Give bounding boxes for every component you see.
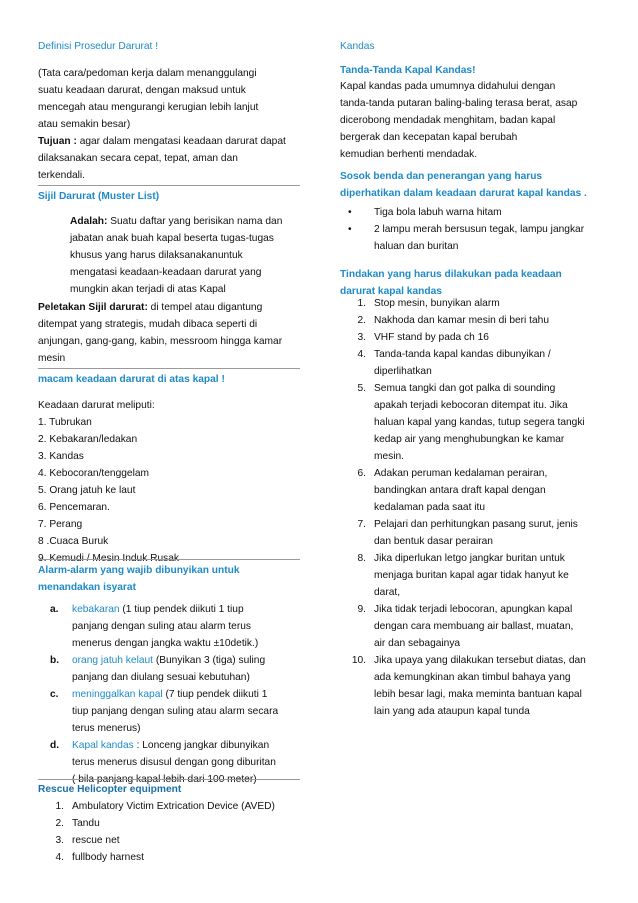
- item-text: Ambulatory Victim Extrication Device (AVED): [72, 801, 275, 812]
- definisi-text: [38, 65, 300, 133]
- list-item: 8 .Cuaca Buruk: [38, 536, 109, 547]
- text-line: mesin: [38, 353, 66, 364]
- item-letter: c.: [50, 689, 59, 700]
- text-line: mengatasi keadaan-keadaan darurat yang: [70, 267, 262, 278]
- list-item: [340, 312, 602, 329]
- list-item: [38, 832, 300, 849]
- section-divider: [38, 368, 300, 369]
- list-item: [38, 815, 300, 832]
- item-text: ada kemungkinan akan timbul bahaya yang: [374, 672, 571, 683]
- keadaan-list: [38, 397, 300, 567]
- text-line: : Lonceng jangkar dibunyikan: [133, 740, 270, 751]
- bullet-icon: •: [348, 207, 352, 218]
- text-line: khusus yang harus dilaksanakanuntuk: [70, 250, 243, 261]
- bullet-icon: •: [348, 224, 352, 235]
- keadaan-intro: Keadaan darurat meliputi:: [38, 400, 155, 411]
- text-line: terus menerus disusul dengan gong diburitan: [72, 757, 276, 768]
- item-text: bandingkan antara draft kapal dengan: [374, 485, 546, 496]
- item-text: lebih besar lagi, maka meminta bantuan kapal: [374, 689, 582, 700]
- item-text: darat,: [374, 587, 401, 598]
- list-item: 2. Kebakaran/ledakan: [38, 434, 138, 445]
- item-text: Nakhoda dan kamar mesin di beri tahu: [374, 315, 549, 326]
- text-line: (Tata cara/pedoman kerja dalam menanggulangi: [38, 68, 257, 79]
- item-text: Jika diperlukan letgo jangkar buritan untuk: [374, 553, 565, 564]
- kandas-title: Kandas: [340, 41, 375, 52]
- text-line: atau semakin besar): [38, 119, 131, 130]
- item-number: 10.: [351, 655, 366, 666]
- tindakan-list: [340, 295, 602, 720]
- text-line: ( bila panjang kapal lebih dari 100 meter): [72, 774, 257, 785]
- alarm-key: Kapal kandas: [72, 740, 134, 751]
- item-number: 6.: [357, 468, 366, 479]
- text-line: (7 tiup pendek diikuti 1: [162, 689, 268, 700]
- list-item: 1. Tubrukan: [38, 417, 92, 428]
- rescue-title: Rescue Helicopter equipment: [38, 784, 182, 795]
- text-line: [38, 299, 300, 316]
- text-line: dicerobong mendadak menghitam, badan kapal: [340, 115, 556, 126]
- list-item: 4. Kebocoran/tenggelam: [38, 468, 150, 479]
- item-text: kedap air yang menghubungkan ke kamar: [374, 434, 565, 445]
- list-item: 7. Perang: [38, 519, 83, 530]
- item-text: Adakan peruman kedalaman perairan,: [374, 468, 548, 479]
- text-line: mungkin akan terjadi di atas Kapal: [70, 284, 226, 295]
- text-line: panjang dengan suling atau alarm terus: [72, 621, 251, 632]
- definisi-title: Definisi Prosedur Darurat !: [38, 41, 159, 52]
- text-line: kemudian berhenti mendadak.: [340, 149, 478, 160]
- list-item: 5. Orang jatuh ke laut: [38, 485, 136, 496]
- rescue-list: [38, 798, 300, 866]
- alarm-list: [50, 601, 298, 788]
- text-line: diperhatikan dalam keadaan darurat kapal kandas .: [340, 188, 587, 199]
- item-number: 4.: [357, 349, 366, 360]
- alarm-key: orang jatuh kelaut: [72, 655, 153, 666]
- alarm-item-meninggalkan-kapal: [50, 686, 298, 737]
- item-text: menjaga buritan kapal agar tidak hanyut ke: [374, 570, 569, 581]
- text-line-rest: di tempel atau digantung: [147, 302, 263, 313]
- list-item: [38, 849, 300, 866]
- item-letter: d.: [50, 740, 60, 751]
- item-text: Jika tidak terjadi lebocoran, apungkan kapal: [374, 604, 573, 615]
- alarm-key: kebakaran: [72, 604, 120, 615]
- text-line: Sosok benda dan penerangan yang harus: [340, 171, 543, 182]
- list-item: [340, 380, 602, 465]
- list-item: [340, 221, 602, 255]
- text-line: Alarm-alarm yang wajib dibunyikan untuk: [38, 565, 240, 576]
- list-item: 3. Kandas: [38, 451, 84, 462]
- text-line: ditempat yang strategis, mudah dibaca seperti di: [38, 319, 258, 330]
- item-number: 4.: [55, 852, 64, 863]
- tanda-title: Tanda-Tanda Kapal Kandas!: [340, 65, 476, 76]
- item-text: VHF stand by pada ch 16: [374, 332, 489, 343]
- item-number: 7.: [357, 519, 366, 530]
- item-letter: b.: [50, 655, 60, 666]
- tanda-text: [340, 78, 602, 163]
- item-number: 3.: [55, 835, 64, 846]
- macam-title: macam keadaan darurat di atas kapal !: [38, 374, 225, 385]
- list-item: [340, 601, 602, 652]
- text-line: terus menerus): [72, 723, 141, 734]
- adalah-label: Adalah:: [70, 216, 108, 227]
- text-line: suatu keadaan darurat, dengan maksud untuk: [38, 85, 246, 96]
- item-text: lain yang ada ataupun kapal tunda: [374, 706, 530, 717]
- text-line: (1 tiup pendek diikuti 1 tiup: [119, 604, 244, 615]
- item-text: Tandu: [72, 818, 100, 829]
- text-line: jabatan anak buah kapal beserta tugas-tugas: [70, 233, 274, 244]
- item-text: Pelajari dan perhitungkan pasang surut, jenis: [374, 519, 578, 530]
- item-text: Stop mesin, bunyikan alarm: [374, 298, 500, 309]
- text-line: [70, 213, 300, 230]
- text-line: [38, 133, 300, 150]
- list-item: [340, 550, 602, 601]
- text-line: menerus dengan jangka waktu ±10detik.): [72, 638, 259, 649]
- text-line-rest: agar dalam mengatasi keadaan darurat dapat: [76, 136, 286, 147]
- alarm-title: [38, 562, 300, 596]
- item-number: 1.: [55, 801, 64, 812]
- list-item: [340, 295, 602, 312]
- alarm-item-kebakaran: [50, 601, 298, 652]
- item-text: air dan sebagainya: [374, 638, 461, 649]
- text-line: bergerak dan kecepatan kapal berubah: [340, 132, 518, 143]
- item-text: apakah terjadi kebocoran ditempat itu. Jika: [374, 400, 568, 411]
- peletakan-text: [38, 299, 300, 367]
- text-line: menandakan isyarat: [38, 582, 136, 593]
- text-line: anjungan, gang-gang, kabin, messroom hingga kamar: [38, 336, 283, 347]
- sijil-title: Sijil Darurat (Muster List): [38, 191, 160, 202]
- text-line: panjang dan diulang sesuai kebutuhan): [72, 672, 250, 683]
- list-item: [340, 204, 602, 221]
- item-number: 5.: [357, 383, 366, 394]
- list-item: [340, 329, 602, 346]
- peletakan-label: Peletakan Sijil darurat:: [38, 302, 148, 313]
- list-item: [340, 652, 602, 720]
- item-text: Tiga bola labuh warna hitam: [374, 207, 502, 218]
- list-item: [340, 465, 602, 516]
- item-text: rescue net: [72, 835, 120, 846]
- alarm-key: meninggalkan kapal: [72, 689, 163, 700]
- item-letter: a.: [50, 604, 59, 615]
- list-item: 6. Pencemaran.: [38, 502, 110, 513]
- item-text: diperlihatkan: [374, 366, 432, 377]
- item-number: 3.: [357, 332, 366, 343]
- list-item: [340, 346, 602, 380]
- item-text: haluan kapal yang kandas, tutup segera tangki: [374, 417, 585, 428]
- list-item: [38, 798, 300, 815]
- text-line: Tindakan yang harus dilakukan pada keadaan: [340, 269, 562, 280]
- tujuan-text: [38, 133, 300, 184]
- text-line: tanda-tanda putaran baling-baling terasa berat, asap: [340, 98, 578, 109]
- text-line: (Bunyikan 3 (tiga) suling: [153, 655, 266, 666]
- item-text: kedalaman pada saat itu: [374, 502, 486, 513]
- item-number: 1.: [357, 298, 366, 309]
- item-text: Semua tangki dan got palka di sounding: [374, 383, 556, 394]
- item-number: 2.: [357, 315, 366, 326]
- text-line-rest: Suatu daftar yang berisikan nama dan: [107, 216, 283, 227]
- item-text: haluan dan buritan: [374, 241, 459, 252]
- list-item: [340, 516, 602, 550]
- text-line: dilaksanakan secara cepat, tepat, aman dan: [38, 153, 238, 164]
- sosok-title: [340, 168, 602, 202]
- item-text: dengan cara membuang air ballast, muatan,: [374, 621, 574, 632]
- section-divider: [38, 559, 300, 560]
- adalah-text: [70, 213, 300, 298]
- section-divider: [38, 779, 300, 780]
- item-text: fullbody harnest: [72, 852, 144, 863]
- text-line: terkendali.: [38, 170, 86, 181]
- text-line: mencegah atau mengurangi kerugian lebih lanjut: [38, 102, 259, 113]
- sosok-list: [340, 204, 602, 255]
- item-text: mesin.: [374, 451, 405, 462]
- text-line: Kapal kandas pada umumnya didahului dengan: [340, 81, 556, 92]
- item-number: 8.: [357, 553, 366, 564]
- alarm-item-orang-jatuh: [50, 652, 298, 686]
- item-text: 2 lampu merah bersusun tegak, lampu jangkar: [374, 224, 585, 235]
- item-number: 2.: [55, 818, 64, 829]
- list-item: 9. Kemudi / Mesin Induk Rusak: [38, 553, 179, 564]
- section-divider: [38, 185, 300, 186]
- item-text: Jika upaya yang dilakukan tersebut diatas, dan: [374, 655, 586, 666]
- item-number: 9.: [357, 604, 366, 615]
- text-line: darurat kapal kandas: [340, 286, 442, 297]
- item-text: dan bentuk dasar perairan: [374, 536, 493, 547]
- text-line: tiup panjang dengan suling atau alarm secara: [72, 706, 279, 717]
- tujuan-label: Tujuan :: [38, 136, 77, 147]
- item-text: Tanda-tanda kapal kandas dibunyikan /: [374, 349, 551, 360]
